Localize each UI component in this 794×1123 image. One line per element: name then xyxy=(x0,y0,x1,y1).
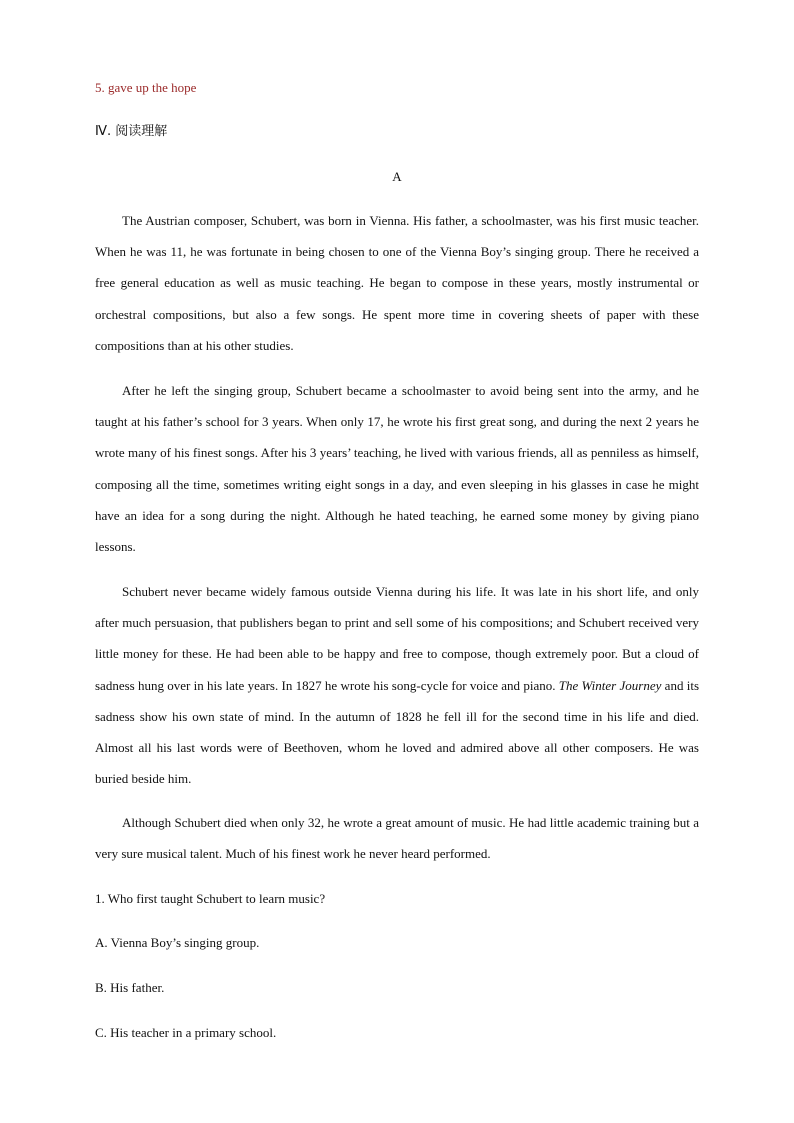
passage-paragraph-4: Although Schubert died when only 32, he wrote a great amount of music. He had little academic training but a very sure musical talent. Much of his finest work he never heard performed. xyxy=(95,815,699,862)
paragraph-3-text-end: and its sadness show his own state of mind. In the autumn of 1828 he fell ill for the second time in his life and died. Almost all his last words were of Beethoven, whom he loved and admired above all other composers. He was buried beside him. xyxy=(95,677,700,787)
paragraph-3-text-start: Schubert never became widely famous outside Vienna during his life. It was late in his short life, and only after much persuasion, that publishers began to print and sell some of his compositions; and Schubert received very little money for these. He had been able to be happy and free to compose, though extremely poor. But a cloud of sadness hung over in his late years. In 1827 he wrote his song-cycle for voice and piano. xyxy=(95,584,699,693)
passage-label: A xyxy=(392,169,402,184)
option-c: C. His teacher in a primary school. xyxy=(95,1025,277,1040)
option-a: A. Vienna Boy’s singing group. xyxy=(95,935,260,950)
section-title: Ⅳ. 阅读理解 xyxy=(95,124,168,139)
answer-line: 5. gave up the hope xyxy=(95,80,197,95)
option-b: B. His father. xyxy=(95,980,165,995)
passage-paragraph-2: After he left the singing group, Schubert became a schoolmaster to avoid being sent into the army, and he taught at his father’s school for 3 years. When only 17, he wrote his first great song, and during the next 2 years he wrote many of his finest songs. After his 3 years’ teaching, he lived with various friends, all as penniless as himself, composing all the time, sometimes writing eight songs in a day, and even sleeping in his glasses in case he might have an idea for a song during the night. Although he hated teaching, he earned some money by giving piano lessons. xyxy=(95,383,699,555)
question-text: 1. Who first taught Schubert to learn music? xyxy=(95,891,326,906)
passage-paragraph-3 xyxy=(95,576,699,794)
passage-paragraph-1: The Austrian composer, Schubert, was born in Vienna. His father, a schoolmaster, was his first music teacher. When he was 11, he was fortunate in being chosen to one of the Vienna Boy’s singing group. There he received a free general education as well as music teaching. He began to compose in these years, mostly instrumental or orchestral compositions, but also a few songs. He spent more time in covering sheets of paper with these compositions than at his other studies. xyxy=(95,213,699,353)
song-cycle-title: The Winter Journey xyxy=(558,677,662,693)
